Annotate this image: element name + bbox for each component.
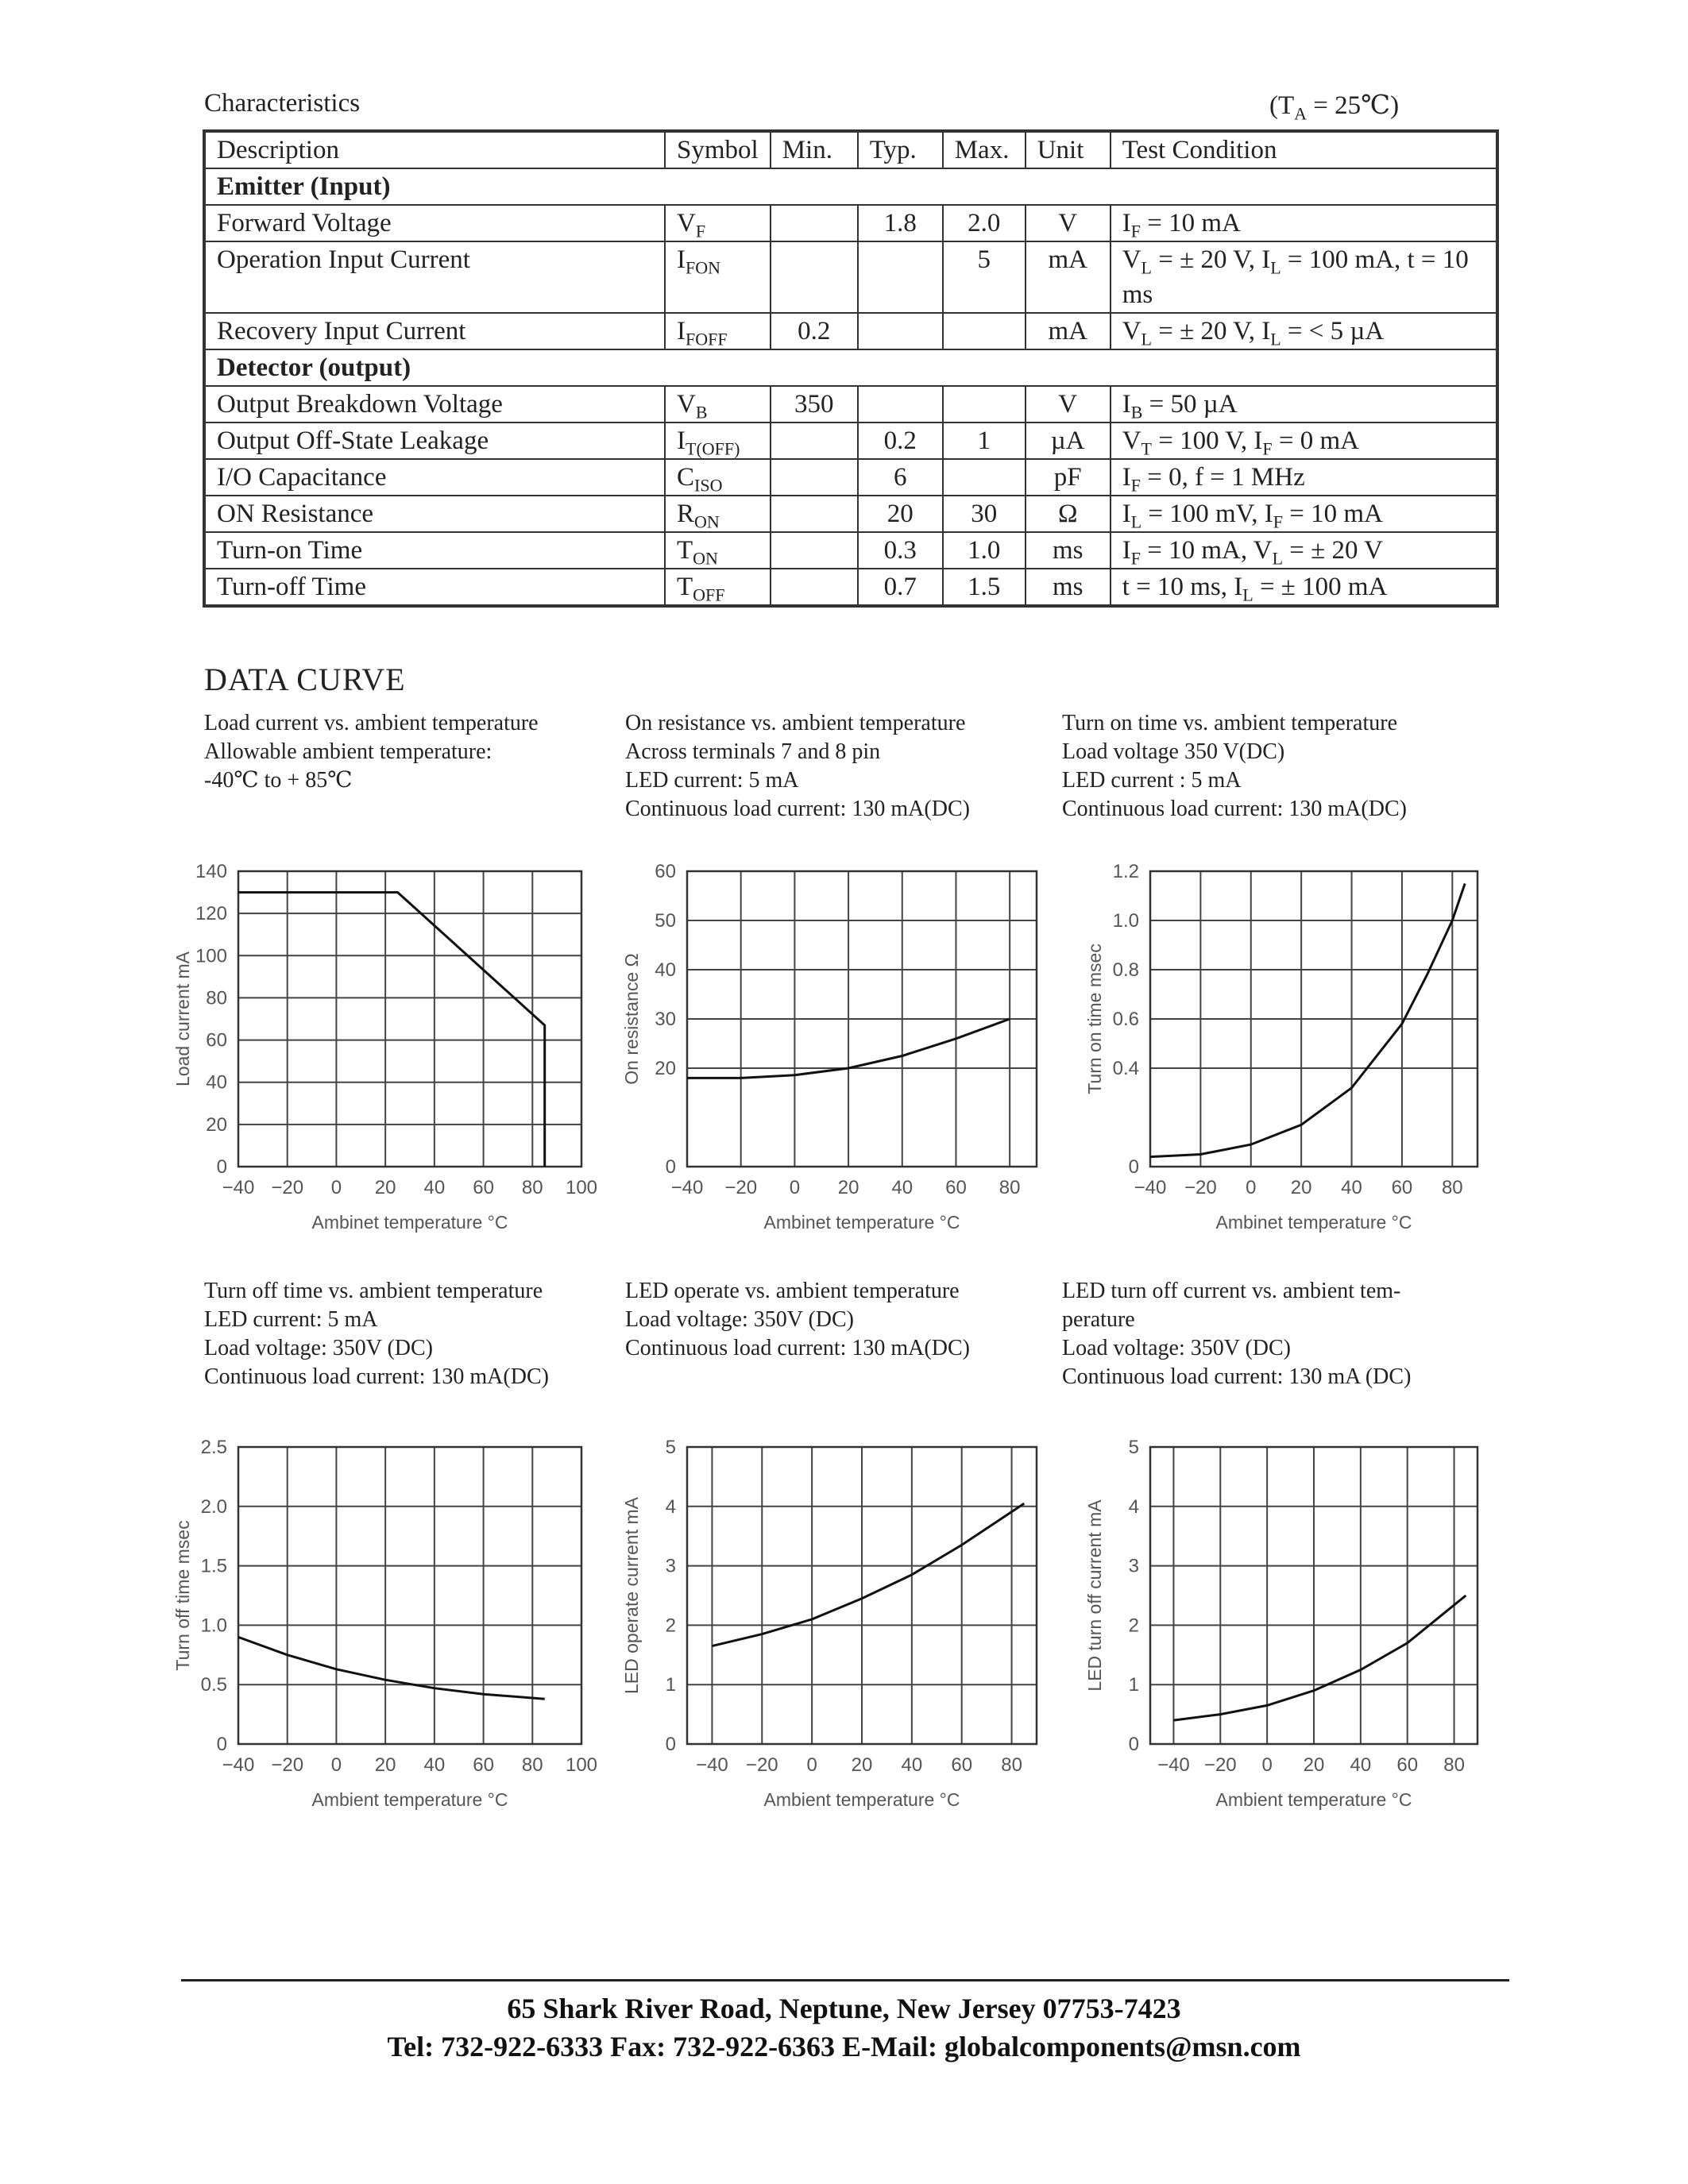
- section-label: Detector (output): [204, 349, 1497, 386]
- cell-symbol: $V_B$: [665, 386, 771, 423]
- y-tick-label: 0: [1128, 1734, 1139, 1755]
- y-tick-label: 1.0: [1112, 910, 1139, 932]
- caption-line: -40℃ to + 85℃: [204, 768, 353, 793]
- section-label: Emitter (Input): [204, 168, 1497, 205]
- series-line: [238, 893, 545, 1167]
- x-tick-label: 40: [1350, 1754, 1372, 1776]
- y-tick-label: 3: [1128, 1555, 1139, 1577]
- y-tick-label: 0: [216, 1156, 227, 1178]
- cell-min: [771, 423, 858, 459]
- series-line: [238, 1637, 545, 1699]
- cell-test-condition: $I_B = 50$ µA: [1111, 386, 1497, 423]
- series-line: [1173, 1596, 1466, 1720]
- cell-symbol: $T_{OFF}$: [665, 569, 771, 606]
- cell-unit: pF: [1026, 459, 1111, 496]
- table-row: [204, 569, 1497, 606]
- x-tick-label: 20: [374, 1177, 396, 1198]
- x-tick-label: 20: [837, 1177, 859, 1198]
- x-tick-label: 20: [851, 1754, 873, 1776]
- cell-max: 30: [943, 496, 1026, 532]
- caption-line: Continuous load current: 130 mA(DC): [204, 1364, 549, 1389]
- cell-unit: V: [1026, 386, 1111, 423]
- y-tick-label: 0: [1128, 1156, 1139, 1178]
- characteristics-table: [203, 129, 1499, 608]
- x-tick-label: 80: [1001, 1754, 1022, 1776]
- y-tick-label: 80: [206, 987, 227, 1009]
- cell-symbol: $C_{ISO}$: [665, 459, 771, 496]
- x-tick-label: 20: [1290, 1177, 1312, 1198]
- cell-unit: ms: [1026, 569, 1111, 606]
- y-tick-label: 4: [1128, 1495, 1139, 1518]
- y-tick-label: 1.5: [200, 1555, 227, 1577]
- cell-test-condition: $I_F = 0$, f = 1 MHz: [1111, 459, 1497, 496]
- cell-min: [771, 496, 858, 532]
- y-tick-label: 0: [665, 1156, 676, 1178]
- x-axis-label: Ambinet temperature °C: [1215, 1212, 1412, 1233]
- cell-symbol: $I_{FOFF}$: [665, 313, 771, 349]
- x-tick-label: 0: [1261, 1754, 1273, 1776]
- x-tick-label: 80: [999, 1177, 1021, 1198]
- col-header: Unit: [1026, 131, 1111, 168]
- data-curve-chart: [167, 1439, 597, 1815]
- y-tick-label: 20: [655, 1058, 676, 1079]
- section-row: [204, 168, 1497, 205]
- y-axis-label: Turn off time msec: [172, 1520, 193, 1671]
- y-tick-label: 0: [665, 1734, 676, 1755]
- series-line: [1150, 884, 1465, 1157]
- y-tick-label: 0.8: [1112, 959, 1139, 981]
- data-curve-chart: [616, 1439, 1053, 1815]
- y-tick-label: 4: [665, 1495, 676, 1518]
- cell-description: Turn-off Time: [204, 569, 665, 606]
- footer-address: 65 Shark River Road, Neptune, New Jersey 07753-7423: [507, 1993, 1181, 2024]
- cell-unit: mA: [1026, 241, 1111, 313]
- caption-line: perature: [1062, 1307, 1135, 1332]
- cell-typ: 0.7: [858, 569, 943, 606]
- x-tick-label: −40: [1134, 1177, 1167, 1198]
- table-row: [204, 459, 1497, 496]
- chart-caption: [625, 709, 970, 824]
- caption-line: LED current : 5 mA: [1062, 768, 1242, 793]
- y-tick-label: 120: [195, 903, 227, 925]
- y-tick-label: 1: [1128, 1674, 1139, 1696]
- cell-symbol: $V_F$: [665, 205, 771, 241]
- cell-typ: [858, 241, 943, 313]
- cell-description: Output Off-State Leakage: [204, 423, 665, 459]
- cell-test-condition: $I_F = 10$ mA: [1111, 205, 1497, 241]
- x-tick-label: 0: [330, 1177, 342, 1198]
- footer-divider: [181, 1979, 1509, 1981]
- x-tick-label: 80: [1443, 1754, 1465, 1776]
- cell-max: 1.0: [943, 532, 1026, 569]
- cell-max: 1: [943, 423, 1026, 459]
- x-axis-label: Ambinet temperature °C: [763, 1212, 960, 1233]
- chart-caption: [1062, 1277, 1411, 1391]
- x-tick-label: 40: [891, 1177, 914, 1198]
- y-tick-label: 1.2: [1112, 861, 1139, 882]
- x-tick-label: 80: [1441, 1177, 1463, 1198]
- data-curve-chart: [167, 863, 597, 1238]
- x-tick-label: −40: [696, 1754, 728, 1776]
- cell-max: 2.0: [943, 205, 1026, 241]
- x-tick-label: 60: [945, 1177, 967, 1198]
- x-tick-label: 0: [1246, 1177, 1257, 1198]
- col-header: Symbol: [665, 131, 771, 168]
- cell-max: [943, 459, 1026, 496]
- x-tick-label: 60: [473, 1177, 494, 1198]
- caption-line: Load voltage 350 V(DC): [1062, 739, 1285, 764]
- caption-line: Continuous load current: 130 mA (DC): [1062, 1364, 1412, 1389]
- caption-line: LED operate vs. ambient temperature: [625, 1279, 960, 1303]
- chart-caption: [204, 709, 539, 795]
- x-tick-label: 60: [473, 1754, 494, 1776]
- y-tick-label: 2: [665, 1615, 676, 1637]
- data-curve-chart: [616, 863, 1053, 1238]
- caption-line: Turn off time vs. ambient temperature: [204, 1279, 543, 1303]
- cell-min: [771, 241, 858, 313]
- y-tick-label: 0.5: [200, 1674, 227, 1696]
- y-tick-label: 0: [216, 1734, 227, 1755]
- cell-description: I/O Capacitance: [204, 459, 665, 496]
- y-tick-label: 30: [655, 1009, 676, 1030]
- x-tick-label: 40: [1341, 1177, 1362, 1198]
- cell-unit: V: [1026, 205, 1111, 241]
- x-axis-label: Ambient temperature °C: [311, 1789, 508, 1810]
- x-tick-label: 40: [901, 1754, 923, 1776]
- cell-test-condition: $V_L$ = ± 20 V, $I_L$ = < 5 µA: [1111, 313, 1497, 349]
- y-tick-label: 5: [1128, 1437, 1139, 1458]
- y-tick-label: 5: [665, 1437, 676, 1458]
- table-row: [204, 532, 1497, 569]
- cell-unit: Ω: [1026, 496, 1111, 532]
- caption-line: LED turn off current vs. ambient tem-: [1062, 1279, 1401, 1303]
- plot-frame: [238, 871, 581, 1167]
- plot-frame: [238, 1447, 581, 1744]
- table-row: [204, 313, 1497, 349]
- x-tick-label: 0: [806, 1754, 817, 1776]
- ambient-temperature-note: ($T_A$ = 25℃): [1269, 91, 1400, 124]
- x-tick-label: −20: [1184, 1177, 1217, 1198]
- caption-line: Continuous load current: 130 mA(DC): [625, 797, 970, 821]
- chart-caption: [204, 1277, 549, 1391]
- x-axis-label: Ambinet temperature °C: [311, 1212, 508, 1233]
- y-tick-label: 2.5: [200, 1437, 227, 1458]
- y-tick-label: 50: [655, 910, 676, 932]
- cell-typ: 6: [858, 459, 943, 496]
- y-axis-label: On resistance Ω: [621, 953, 642, 1085]
- cell-typ: 0.3: [858, 532, 943, 569]
- data-curve-title: DATA CURVE: [204, 662, 406, 697]
- cell-description: Forward Voltage: [204, 205, 665, 241]
- cell-description: Operation Input Current: [204, 241, 665, 313]
- x-tick-label: 60: [1396, 1754, 1419, 1776]
- cell-max: 1.5: [943, 569, 1026, 606]
- caption-line: On resistance vs. ambient temperature: [625, 711, 966, 735]
- x-tick-label: 60: [951, 1754, 973, 1776]
- x-axis-label: Ambient temperature °C: [1215, 1789, 1412, 1810]
- cell-unit: mA: [1026, 313, 1111, 349]
- table-row: [204, 241, 1497, 313]
- data-curve-chart: [1079, 863, 1493, 1238]
- cell-min: 350: [771, 386, 858, 423]
- table-header-row: [204, 131, 1497, 168]
- x-tick-label: 100: [565, 1754, 598, 1776]
- x-tick-label: 40: [423, 1177, 446, 1198]
- y-tick-label: 60: [206, 1029, 227, 1051]
- col-header: Max.: [943, 131, 1026, 168]
- chart-caption: [1062, 709, 1407, 824]
- caption-line: Allowable ambient temperature:: [204, 739, 492, 764]
- cell-typ: [858, 313, 943, 349]
- y-tick-label: 20: [206, 1113, 227, 1136]
- y-tick-label: 3: [665, 1555, 676, 1577]
- cell-test-condition: t = 10 ms, $I_L$ = ± 100 mA: [1111, 569, 1497, 606]
- x-tick-label: 0: [330, 1754, 342, 1776]
- chart-caption: [625, 1277, 970, 1363]
- cell-min: [771, 532, 858, 569]
- cell-description: Recovery Input Current: [204, 313, 665, 349]
- cell-max: 5: [943, 241, 1026, 313]
- x-tick-label: −20: [271, 1754, 304, 1776]
- cell-typ: [858, 386, 943, 423]
- cell-unit: ms: [1026, 532, 1111, 569]
- x-tick-label: 20: [374, 1754, 396, 1776]
- cell-typ: 0.2: [858, 423, 943, 459]
- col-header: Min.: [771, 131, 858, 168]
- caption-line: Load current vs. ambient temperature: [204, 711, 539, 735]
- cell-unit: µA: [1026, 423, 1111, 459]
- cell-test-condition: $I_F = 10$ mA, $V_L$ = ± 20 V: [1111, 532, 1497, 569]
- cell-description: Turn-on Time: [204, 532, 665, 569]
- y-tick-label: 100: [195, 945, 227, 967]
- x-tick-label: −20: [271, 1177, 304, 1198]
- x-tick-label: 40: [423, 1754, 446, 1776]
- x-tick-label: 20: [1303, 1754, 1325, 1776]
- y-axis-label: LED operate current mA: [621, 1496, 642, 1695]
- cell-symbol: $I_{FON}$: [665, 241, 771, 313]
- y-tick-label: 0.6: [1112, 1009, 1139, 1030]
- caption-line: Load voltage: 350V (DC): [625, 1307, 854, 1332]
- caption-line: Continuous load current: 130 mA(DC): [625, 1336, 970, 1360]
- cell-test-condition: $V_L$ = ± 20 V, $I_L = 100$ mA, t = 10 ms: [1111, 241, 1497, 313]
- x-axis-label: Ambient temperature °C: [763, 1789, 960, 1810]
- cell-max: [943, 386, 1026, 423]
- x-tick-label: 80: [521, 1754, 543, 1776]
- x-tick-label: 60: [1391, 1177, 1413, 1198]
- cell-min: [771, 569, 858, 606]
- cell-test-condition: $I_L = 100$ mV, $I_F = 10$ mA: [1111, 496, 1497, 532]
- section-row: [204, 349, 1497, 386]
- cell-symbol: $I_{T(OFF)}$: [665, 423, 771, 459]
- caption-line: Load voltage: 350V (DC): [1062, 1336, 1291, 1360]
- table-row: [204, 423, 1497, 459]
- caption-line: LED current: 5 mA: [204, 1307, 378, 1332]
- y-tick-label: 0.4: [1112, 1058, 1139, 1079]
- caption-line: LED current: 5 mA: [625, 768, 799, 793]
- caption-line: Across terminals 7 and 8 pin: [625, 739, 881, 764]
- x-tick-label: −40: [670, 1177, 704, 1198]
- footer-contact: Tel: 732-922-6333 Fax: 732-922-6363 E-Mail: globalcomponents@msn.com: [387, 2031, 1301, 2062]
- x-tick-label: −40: [222, 1177, 255, 1198]
- cell-symbol: $T_{ON}$: [665, 532, 771, 569]
- x-tick-label: 100: [565, 1177, 598, 1198]
- cell-description: ON Resistance: [204, 496, 665, 532]
- caption-line: Load voltage: 350V (DC): [204, 1336, 433, 1360]
- cell-min: [771, 459, 858, 496]
- y-tick-label: 140: [195, 861, 227, 882]
- y-axis-label: LED turn off current mA: [1084, 1499, 1105, 1692]
- y-tick-label: 2: [1128, 1615, 1139, 1637]
- cell-typ: 20: [858, 496, 943, 532]
- col-header: Test Condition: [1111, 131, 1497, 168]
- y-axis-label: Turn on time msec: [1084, 943, 1105, 1094]
- x-tick-label: 80: [521, 1177, 543, 1198]
- x-tick-label: 0: [789, 1177, 801, 1198]
- y-tick-label: 40: [655, 959, 676, 981]
- cell-test-condition: $V_T = 100$ V, $I_F = 0$ mA: [1111, 423, 1497, 459]
- y-tick-label: 2.0: [200, 1495, 227, 1518]
- data-curve-chart: [1079, 1439, 1493, 1815]
- cell-description: Output Breakdown Voltage: [204, 386, 665, 423]
- cell-min: [771, 205, 858, 241]
- x-tick-label: −40: [222, 1754, 255, 1776]
- table-row: [204, 386, 1497, 423]
- y-tick-label: 40: [206, 1071, 227, 1094]
- table-row: [204, 496, 1497, 532]
- y-axis-label: Load current mA: [172, 951, 193, 1087]
- caption-line: Turn on time vs. ambient temperature: [1062, 711, 1397, 735]
- y-tick-label: 60: [655, 861, 676, 882]
- characteristics-title: Characteristics: [204, 89, 361, 118]
- table-row: [204, 205, 1497, 241]
- caption-line: Continuous load current: 130 mA(DC): [1062, 797, 1407, 821]
- cell-max: [943, 313, 1026, 349]
- cell-symbol: $R_{ON}$: [665, 496, 771, 532]
- col-header: Description: [204, 131, 665, 168]
- x-tick-label: −20: [724, 1177, 758, 1198]
- cell-typ: 1.8: [858, 205, 943, 241]
- col-header: Typ.: [858, 131, 943, 168]
- x-tick-label: −40: [1157, 1754, 1190, 1776]
- cell-min: 0.2: [771, 313, 858, 349]
- y-tick-label: 1: [665, 1674, 676, 1696]
- y-tick-label: 1.0: [200, 1615, 227, 1637]
- x-tick-label: −20: [745, 1754, 778, 1776]
- x-tick-label: −20: [1203, 1754, 1237, 1776]
